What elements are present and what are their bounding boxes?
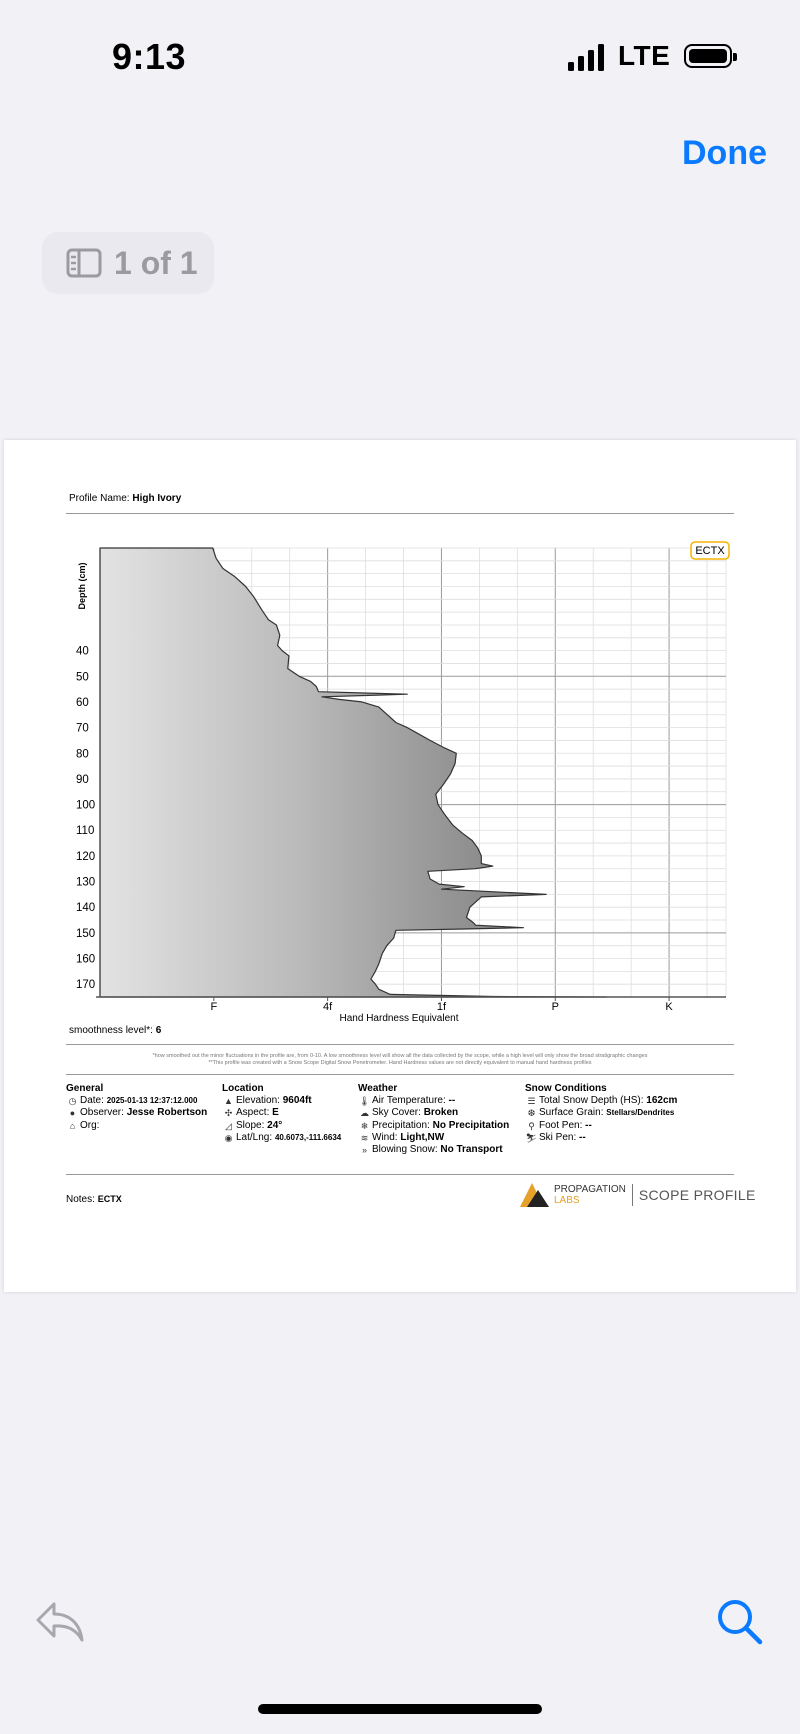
y-axis-label: Depth (cm) (77, 562, 87, 610)
skier-icon: ⛷︎ (525, 1132, 538, 1143)
profile-name-label: Profile Name: (69, 493, 130, 504)
logo-line-2: LABS (554, 1195, 580, 1206)
y-tick-label: 170 (76, 979, 96, 992)
hiker-icon: ⚲ (528, 1120, 535, 1131)
smoothness-value: 6 (155, 1025, 162, 1036)
aspect-value: E (272, 1107, 279, 1119)
slope-label: Slope: (236, 1119, 265, 1131)
location-section (222, 1083, 341, 1144)
y-tick-label: 100 (76, 799, 96, 812)
snow-conditions-section (525, 1083, 677, 1144)
y-tick-label: 90 (76, 773, 89, 786)
search-button[interactable] (716, 1598, 764, 1651)
wind-value: Light,NW (400, 1131, 445, 1143)
propagation-labs-logo (520, 1182, 756, 1208)
blowing-snow-icon: » (361, 1145, 367, 1156)
latlng-label: Lat/Lng: (236, 1131, 273, 1143)
precip-value: No Precipitation (432, 1119, 510, 1131)
notes (66, 1194, 122, 1205)
slope-icon: ◿ (225, 1120, 232, 1131)
x-tick-label: 4f (323, 1001, 333, 1013)
snow-depth-label: Total Snow Depth (HS): (539, 1095, 644, 1107)
reply-button[interactable] (34, 1598, 86, 1649)
x-tick-label: K (665, 1001, 673, 1013)
y-tick-label: 70 (76, 722, 89, 735)
y-tick-label: 60 (76, 696, 89, 709)
snowflake-icon: ❄ (360, 1120, 369, 1131)
depth-list-icon: ☰ (527, 1096, 536, 1107)
y-tick-label: 50 (76, 671, 89, 684)
location-heading: Location (222, 1083, 264, 1094)
logo-line-1: PROPAGATION (554, 1184, 626, 1195)
map-pin-icon: ◉ (224, 1132, 233, 1143)
y-tick-label: 150 (76, 927, 96, 940)
compass-icon: ✣ (224, 1108, 233, 1119)
y-tick-labels (76, 646, 95, 992)
mountain-icon: ▲ (224, 1096, 233, 1107)
cloud-icon: ☁ (360, 1108, 369, 1119)
x-tick-label: P (551, 1001, 559, 1013)
surface-grain-label: Surface Grain: (539, 1107, 604, 1119)
wind-label: Wind: (372, 1131, 398, 1143)
footnote-penetrometer: **This profile was created with a Snow Scope Digital Snow Penetrometer. Hand Hardness values are not directly equivalent to manual hand hardness profiles (208, 1060, 592, 1066)
y-tick-label: 80 (76, 748, 89, 761)
x-axis-label: Hand Hardness Equivalent (339, 1013, 459, 1024)
home-indicator[interactable] (258, 1704, 542, 1714)
ski-pen-value: -- (579, 1131, 586, 1143)
logo-product: SCOPE PROFILE (638, 1187, 756, 1203)
clock-icon: ◷ (68, 1096, 77, 1107)
observer-label: Observer: (80, 1107, 124, 1119)
divider (66, 1174, 734, 1175)
weather-section (358, 1083, 509, 1156)
date-label: Date: (80, 1095, 104, 1107)
network-type: LTE (618, 40, 671, 71)
ectx-badge-label: ECTX (695, 545, 725, 557)
page-indicator-label: 1 of 1 (114, 244, 198, 281)
done-button[interactable]: Done (682, 134, 767, 172)
latlng-value: 40.6073,-111.6634 (274, 1132, 342, 1142)
snow-conditions-heading: Snow Conditions (525, 1083, 607, 1094)
sky-cover-label: Sky Cover: (372, 1107, 421, 1119)
y-tick-label: 110 (76, 825, 95, 838)
home-icon: ⌂ (69, 1120, 76, 1131)
smoothness-label: smoothness level*: (69, 1025, 153, 1036)
air-temp-value: -- (448, 1095, 456, 1107)
ski-pen-label: Ski Pen: (539, 1131, 577, 1143)
foot-pen-label: Foot Pen: (539, 1119, 583, 1131)
ectx-badge (691, 542, 729, 559)
notes-label: Notes: (66, 1194, 95, 1205)
observer-value: Jesse Robertson (126, 1107, 208, 1119)
x-tick-labels (210, 997, 673, 1013)
y-tick-label: 140 (76, 902, 96, 915)
snowflake-icon: ❆ (527, 1108, 536, 1119)
y-tick-label: 160 (76, 953, 96, 966)
reply-arrow-icon (34, 1598, 86, 1644)
precip-label: Precipitation: (372, 1119, 430, 1131)
thermometer-icon: 🌡︎ (358, 1096, 371, 1107)
aspect-label: Aspect: (236, 1107, 270, 1119)
date-value: 2025-01-13 12:37:12.000 (106, 1096, 198, 1106)
divider (66, 1044, 734, 1045)
sky-cover-value: Broken (423, 1107, 459, 1119)
y-tick-label: 130 (76, 876, 96, 889)
hardness-profile-area (100, 548, 607, 997)
notes-value: ECTX (97, 1194, 122, 1204)
person-icon: ● (69, 1108, 76, 1119)
snow-depth-value: 162cm (646, 1095, 678, 1107)
foot-pen-value: -- (585, 1119, 592, 1131)
x-tick-label: F (210, 1001, 218, 1013)
search-icon (716, 1598, 764, 1646)
footnote-smoothness: *how smoothed out the minor fluctuations in the profile are, from 0-10. A low smoothness level will show all the data collected by the scope, while a high level will only show the broad stratigraphic changes (152, 1053, 648, 1059)
weather-heading: Weather (358, 1083, 398, 1094)
status-time: 9:13 (112, 36, 187, 77)
wind-icon: ≋ (360, 1132, 369, 1143)
y-tick-label: 40 (76, 645, 89, 658)
general-section (66, 1083, 207, 1132)
general-heading: General (66, 1083, 104, 1094)
slope-value: 24° (267, 1119, 283, 1131)
air-temp-label: Air Temperature: (372, 1095, 446, 1107)
smoothness-level (69, 1025, 161, 1036)
profile-name-value: High Ivory (132, 493, 182, 504)
surface-grain-value: Stellars/Dendrites (606, 1108, 675, 1118)
blowing-snow-value: No Transport (440, 1144, 503, 1156)
elevation-value: 9604ft (282, 1095, 312, 1107)
y-tick-label: 120 (76, 850, 96, 863)
elevation-label: Elevation: (236, 1095, 280, 1107)
divider (66, 1074, 734, 1075)
propagation-labs-logo-mark (520, 1182, 550, 1208)
org-label: Org: (80, 1119, 100, 1131)
blowing-snow-label: Blowing Snow: (372, 1144, 438, 1156)
x-tick-label: 1f (436, 1001, 447, 1013)
